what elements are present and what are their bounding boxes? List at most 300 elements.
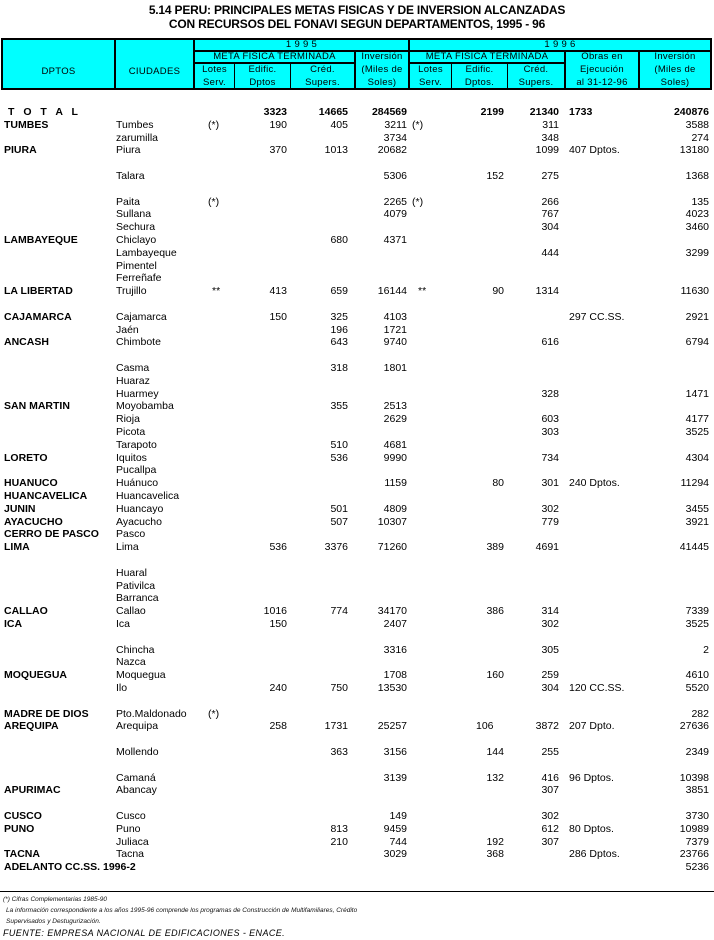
cell-inversion-1995: 5306 (383, 170, 407, 182)
cell-obras-1996: 240 Dptos. (569, 477, 620, 490)
cell-cred-1996: 328 (541, 387, 559, 400)
table-row (0, 452, 714, 465)
cell-inversion-1995: 1801 (383, 362, 407, 374)
table-row (0, 810, 714, 823)
cell-edific-1995: 536 (269, 541, 287, 554)
cell-inversion-1996: 135 (691, 195, 709, 208)
cell-inversion-1996: 4610 (685, 669, 709, 682)
header-lotes-1996 (410, 63, 451, 89)
cell-ciudad: Nazca (116, 656, 146, 669)
cell-cred-1996: 21340 (529, 106, 559, 118)
cell-ciudad: Piura (116, 144, 141, 157)
cell-inversion-1996: 274 (691, 131, 709, 144)
header-text: Dptos. (464, 77, 495, 88)
header-text: Inversión (361, 51, 403, 62)
cell-edific-1996: 132 (486, 771, 504, 784)
table-row (0, 170, 714, 183)
divider (114, 40, 116, 88)
cell-ciudad: Huánuco (116, 477, 159, 490)
table-row (0, 592, 714, 605)
cell-ciudad: Lambayeque (116, 246, 177, 259)
table-row (0, 580, 714, 593)
cell-inversion-1996: 11630 (680, 285, 709, 298)
table-row (0, 375, 714, 388)
cell-ciudad: Picota (116, 426, 146, 438)
cell-inversion-1995: 20682 (377, 144, 407, 157)
cell-dpto: TACNA (4, 848, 40, 861)
cell-obras-1996: 120 CC.SS. (569, 682, 625, 694)
header-text: Créd. (523, 64, 549, 75)
cell-lotes-1995: (*) (208, 118, 220, 131)
cell-inversion-1995: 10307 (377, 515, 407, 528)
cell-inversion-1996: 282 (691, 707, 709, 720)
cell-ciudad: Huaraz (116, 374, 150, 387)
cell-edific-1995: 150 (269, 310, 287, 323)
cell-inversion-1996: 2921 (685, 310, 709, 323)
cell-ciudad: Moyobamba (116, 400, 174, 413)
cell-cred-1996: 3872 (535, 720, 559, 733)
cell-cred-1996: 259 (541, 669, 559, 682)
cell-cred-1995: 643 (330, 336, 348, 349)
cell-cred-1996: 303 (541, 426, 559, 438)
cell-ciudad: Huancayo (116, 502, 164, 515)
cell-dpto: PIURA (4, 144, 37, 157)
table-row (0, 784, 714, 797)
cell-inversion-1996: 27636 (679, 720, 709, 733)
header-text: Soles) (367, 77, 397, 88)
cell-edific-1995: 370 (269, 144, 287, 157)
header-year-1995: 1 9 9 5 (285, 39, 318, 50)
cell-cred-1996: 416 (541, 771, 559, 784)
cell-ciudad: Huaral (116, 566, 147, 579)
header-dptos: DPTOS (41, 66, 76, 77)
cell-ciudad: Casma (116, 362, 150, 374)
cell-edific-1995: 3323 (263, 106, 287, 118)
cell-cred-1995: 355 (330, 400, 348, 413)
cell-inversion-1995: 2407 (383, 618, 407, 630)
cell-cred-1995: 14665 (318, 106, 348, 118)
cell-inversion-1995: 25257 (377, 720, 407, 733)
header-text: (Miles de (361, 64, 403, 75)
cell-cred-1996: 444 (541, 246, 559, 259)
cell-cred-1996: 255 (541, 746, 559, 758)
cell-dpto: PUNO (4, 822, 35, 835)
table-row (0, 605, 714, 618)
cell-inversion-1995: 9459 (383, 822, 407, 835)
cell-inversion-1996: 4023 (685, 208, 709, 221)
cell-obras-1996: 407 Dptos. (569, 144, 620, 157)
cell-inversion-1995: 3316 (383, 643, 407, 656)
cell-inversion-1995: 2265 (383, 195, 407, 208)
header-cred-1995 (291, 63, 354, 89)
cell-obras-1996: 297 CC.SS. (569, 310, 625, 323)
cell-inversion-1996: 3851 (685, 784, 709, 797)
cell-inversion-1995: 4681 (383, 438, 407, 451)
cell-inversion-1995: 2629 (383, 413, 407, 426)
cell-dpto: ADELANTO CC.SS. 1996-2 (4, 861, 136, 874)
cell-lotes-1995: ** (212, 285, 221, 298)
cell-inversion-1995: 9740 (383, 336, 407, 349)
header-text: Créd. (310, 64, 335, 75)
cell-inversion-1996: 10989 (679, 822, 709, 835)
total-row (0, 106, 714, 119)
cell-dpto: LAMBAYEQUE (4, 234, 78, 246)
cell-cred-1996: 1099 (535, 144, 559, 157)
cell-ciudad: Tumbes (116, 118, 154, 131)
cell-ciudad: Cusco (116, 810, 146, 822)
cell-obras-1996: 80 Dptos. (569, 822, 614, 835)
cell-inversion-1996: 3525 (685, 426, 709, 438)
cell-ciudad: Trujillo (116, 285, 147, 298)
cell-cred-1995: 510 (330, 438, 348, 451)
cell-edific-1996: 389 (486, 541, 504, 554)
cell-inversion-1995: 149 (389, 810, 407, 822)
cell-inversion-1995: 1159 (384, 477, 407, 490)
cell-ciudad: Pimentel (116, 259, 157, 272)
cell-cred-1996: 275 (541, 170, 559, 182)
cell-ciudad: Abancay (116, 784, 157, 797)
cell-inversion-1996: 13180 (679, 144, 709, 157)
cell-ciudad: Mollendo (116, 746, 159, 758)
header-text: Dptos (249, 77, 276, 88)
cell-inversion-1995: 4079 (383, 208, 407, 221)
cell-inversion-1995: 3734 (383, 131, 407, 144)
cell-ciudad: Huancavelica (116, 490, 180, 502)
cell-dpto: CUSCO (4, 810, 42, 822)
cell-dpto: APURIMAC (4, 784, 61, 797)
cell-ciudad: Chimbote (116, 336, 161, 349)
header-text: Edific. (248, 64, 277, 75)
cell-cred-1995: 1013 (324, 144, 348, 157)
cell-ciudad: Pasco (116, 528, 146, 541)
cell-inversion-1995: 1721 (383, 323, 407, 336)
table-row (0, 836, 714, 849)
cell-cred-1996: 304 (541, 221, 559, 234)
cell-lotes-1995: (*) (208, 195, 220, 208)
cell-cred-1995: 318 (330, 362, 348, 374)
cell-inversion-1996: 11294 (680, 477, 709, 490)
table-row (0, 656, 714, 669)
table-row (0, 464, 714, 477)
cell-dpto: AYACUCHO (4, 515, 63, 528)
header-meta-1996: META FISICA TERMINADA (425, 51, 549, 62)
header-text: Edific. (465, 64, 494, 75)
table-row (0, 490, 714, 503)
cell-cred-1996: 4691 (535, 541, 559, 554)
cell-cred-1996: 734 (541, 451, 559, 464)
cell-inversion-1996: 2349 (685, 746, 709, 758)
cell-dpto: T O T A L (8, 106, 81, 118)
table-row (0, 336, 714, 349)
cell-ciudad: Tarapoto (116, 438, 157, 451)
table-row (0, 272, 714, 285)
cell-edific-1996: 152 (486, 170, 504, 182)
cell-dpto: MADRE DE DIOS (4, 707, 89, 720)
cell-edific-1996: 386 (486, 605, 504, 618)
cell-inversion-1995: 3211 (384, 118, 407, 131)
cell-cred-1995: 536 (330, 451, 348, 464)
cell-cred-1996: 612 (541, 822, 559, 835)
table-row (0, 400, 714, 413)
cell-ciudad: Chiclayo (116, 234, 157, 246)
cell-ciudad: Camaná (116, 771, 156, 784)
cell-ciudad: Jaén (116, 323, 139, 336)
table-row (0, 132, 714, 145)
table-row (0, 324, 714, 337)
cell-cred-1996: 307 (541, 835, 559, 848)
cell-cred-1995: 325 (330, 310, 348, 323)
cell-cred-1996: 779 (541, 515, 559, 528)
cell-cred-1996: 1314 (535, 285, 559, 298)
cell-edific-1995: 258 (269, 720, 287, 733)
cell-inversion-1996: 3588 (685, 118, 709, 131)
cell-dpto: ANCASH (4, 336, 49, 349)
cell-edific-1995: 1016 (263, 605, 287, 618)
cell-dpto: MOQUEGUA (4, 669, 67, 682)
table-row (0, 362, 714, 375)
cell-inversion-1996: 3455 (685, 502, 709, 515)
cell-ciudad: Talara (116, 170, 145, 182)
cell-cred-1996: 302 (541, 810, 559, 822)
cell-cred-1995: 680 (330, 234, 348, 246)
table-row (0, 119, 714, 132)
table-row (0, 848, 714, 861)
cell-ciudad: Arequipa (116, 720, 159, 733)
cell-dpto: AREQUIPA (4, 720, 59, 733)
table-row (0, 772, 714, 785)
header-text: Soles) (660, 77, 690, 88)
cell-inversion-1995: 4371 (383, 234, 407, 246)
cell-dpto: HUANUCO (4, 477, 58, 490)
cell-inversion-1996: 3921 (685, 515, 709, 528)
cell-ciudad: Tacna (116, 848, 145, 861)
cell-inversion-1996: 5520 (685, 682, 709, 694)
table-row (0, 260, 714, 273)
cell-edific-1995: 150 (269, 618, 287, 630)
cell-inversion-1996: 3525 (685, 618, 709, 630)
cell-dpto: TUMBES (4, 118, 49, 131)
cell-lotes-1996: ** (418, 285, 427, 298)
header-edific-1995 (235, 63, 290, 89)
cell-inversion-1996: 240876 (673, 106, 709, 118)
cell-inversion-1996: 10398 (679, 771, 709, 784)
header-text: Ejecución (580, 64, 624, 75)
cell-inversion-1996: 4177 (685, 413, 709, 426)
footer-divider (0, 891, 714, 892)
cell-edific-1996: 106 (476, 720, 494, 733)
table-header (1, 38, 712, 90)
table-row (0, 221, 714, 234)
cell-inversion-1995: 3139 (383, 771, 407, 784)
cell-inversion-1995: 13530 (377, 682, 407, 694)
cell-inversion-1995: 34170 (377, 605, 407, 618)
cell-edific-1996: 160 (486, 669, 504, 682)
cell-lotes-1996: (*) (412, 195, 424, 208)
table-row (0, 567, 714, 580)
cell-edific-1995: 190 (269, 118, 287, 131)
cell-inversion-1996: 5236 (685, 861, 709, 874)
cell-inversion-1996: 3460 (685, 221, 709, 234)
cell-edific-1995: 240 (269, 682, 287, 694)
header-text: Inversión (654, 51, 696, 62)
table-row (0, 528, 714, 541)
cell-edific-1996: 368 (486, 848, 504, 861)
cell-obras-1996: 286 Dptos. (569, 848, 620, 861)
table-row (0, 311, 714, 324)
cell-ciudad: Lima (116, 541, 139, 554)
cell-dpto: LIMA (4, 541, 30, 554)
report-title-line1: 5.14 PERU: PRINCIPALES METAS FISICAS Y DE INVERSION ALCANZADAS (148, 3, 566, 17)
cell-ciudad: Ilo (116, 682, 128, 694)
header-text: al 31-12-96 (576, 77, 628, 88)
cell-cred-1996: 266 (541, 195, 559, 208)
cell-inversion-1996: 3730 (685, 810, 709, 822)
header-edific-1996 (452, 63, 507, 89)
cell-cred-1995: 750 (330, 682, 348, 694)
cell-cred-1995: 1731 (324, 720, 348, 733)
table-row (0, 644, 714, 657)
cell-ciudad: Sullana (116, 208, 152, 221)
cell-dpto: LA LIBERTAD (4, 285, 73, 298)
cell-cred-1996: 616 (541, 336, 559, 349)
header-text: Supers. (305, 77, 340, 88)
footnote-info-cont: Supervisados y Destugurización. (6, 918, 101, 925)
cell-ciudad: Pto.Maldonado (116, 707, 187, 720)
table-row (0, 144, 714, 157)
cell-inversion-1995: 2513 (383, 400, 407, 413)
cell-ciudad: Chincha (116, 643, 155, 656)
cell-inversion-1995: 284569 (371, 106, 407, 118)
cell-edific-1996: 144 (486, 746, 504, 758)
table-row (0, 439, 714, 452)
cell-cred-1995: 210 (330, 835, 348, 848)
cell-dpto: LORETO (4, 451, 48, 464)
table-row (0, 388, 714, 401)
cell-inversion-1996: 3299 (685, 246, 709, 259)
cell-edific-1996: 80 (492, 477, 504, 490)
cell-lotes-1995: (*) (208, 707, 220, 720)
cell-cred-1996: 302 (541, 502, 559, 515)
header-meta-1995: META FISICA TERMINADA (213, 51, 336, 62)
cell-ciudad: zarumilla (116, 131, 159, 144)
cell-inversion-1995: 744 (389, 835, 407, 848)
cell-ciudad: Cajamarca (116, 310, 167, 323)
table-row (0, 516, 714, 529)
cell-cred-1996: 307 (541, 784, 559, 797)
header-text: Serv. (203, 77, 226, 88)
cell-inversion-1996: 6794 (685, 336, 709, 349)
cell-dpto: CAJAMARCA (4, 310, 72, 323)
cell-dpto: HUANCAVELICA (4, 490, 88, 502)
header-inversion-1995 (356, 50, 408, 89)
cell-ciudad: Pucallpa (116, 464, 157, 477)
header-text: (Miles de (654, 64, 696, 75)
table-row (0, 234, 714, 247)
cell-ciudad: Huarmey (116, 387, 159, 400)
header-text: Lotes (202, 64, 227, 75)
cell-inversion-1996: 2 (703, 643, 709, 656)
table-row (0, 208, 714, 221)
cell-ciudad: Rioja (116, 413, 140, 426)
cell-ciudad: Pativilca (116, 579, 156, 592)
cell-inversion-1995: 4103 (383, 310, 407, 323)
footnote-asterisk: (*) Cifras Complementarias 1985-90 (3, 896, 108, 903)
table-row (0, 708, 714, 721)
cell-edific-1996: 2199 (480, 106, 504, 118)
header-inversion-1996 (640, 50, 710, 89)
cell-ciudad: Ayacucho (116, 515, 162, 528)
report-title-line2: CON RECURSOS DEL FONAVI SEGUN DEPARTAMENTOS, 1995 - 96 (168, 17, 546, 31)
cell-ciudad: Juliaca (116, 835, 149, 848)
header-text: Serv. (419, 77, 442, 88)
cell-cred-1996: 311 (542, 118, 559, 131)
cell-inversion-1996: 7379 (685, 835, 709, 848)
cell-dpto: CERRO DE PASCO (4, 528, 99, 541)
cell-ciudad: Callao (116, 605, 146, 618)
cell-obras-1996: 207 Dpto. (569, 720, 615, 733)
cell-lotes-1996: (*) (412, 118, 424, 131)
table-row (0, 285, 714, 298)
cell-cred-1996: 302 (541, 618, 559, 630)
table-row (0, 426, 714, 439)
cell-cred-1995: 659 (330, 285, 348, 298)
cell-inversion-1995: 16144 (377, 285, 407, 298)
cell-inversion-1996: 1368 (685, 170, 709, 182)
cell-cred-1996: 348 (541, 131, 559, 144)
header-lotes-1995 (195, 63, 234, 89)
cell-ciudad: Ica (116, 618, 131, 630)
table-row (0, 682, 714, 695)
header-text: Obras en (581, 51, 623, 62)
cell-edific-1996: 90 (492, 285, 504, 298)
cell-cred-1995: 196 (330, 323, 348, 336)
table-row (0, 477, 714, 490)
cell-inversion-1995: 3156 (383, 746, 407, 758)
cell-inversion-1996: 7339 (685, 605, 709, 618)
cell-cred-1995: 3376 (324, 541, 348, 554)
table-row (0, 823, 714, 836)
cell-cred-1996: 603 (541, 413, 559, 426)
cell-ciudad: Ferreñafe (116, 272, 162, 285)
header-text: Supers. (518, 77, 554, 88)
cell-dpto: ICA (4, 618, 23, 630)
cell-ciudad: Sechura (116, 221, 156, 234)
cell-ciudad: Puno (116, 822, 141, 835)
table-row (0, 618, 714, 631)
cell-inversion-1996: 4304 (685, 451, 709, 464)
cell-ciudad: Iquitos (116, 451, 147, 464)
cell-ciudad: Barranca (116, 592, 159, 605)
cell-edific-1996: 192 (486, 835, 504, 848)
cell-inversion-1996: 41445 (679, 541, 709, 554)
table-row (0, 861, 714, 874)
cell-cred-1995: 501 (330, 502, 348, 515)
cell-cred-1996: 304 (541, 682, 559, 694)
cell-cred-1995: 405 (330, 118, 348, 131)
cell-inversion-1995: 9990 (383, 451, 407, 464)
cell-ciudad: Moquegua (116, 669, 166, 682)
cell-cred-1996: 305 (541, 643, 559, 656)
cell-obras-1996: 96 Dptos. (569, 771, 614, 784)
cell-dpto: SAN MARTIN (4, 400, 70, 413)
cell-cred-1996: 314 (541, 605, 559, 618)
header-obras-1996 (566, 50, 638, 89)
table-row (0, 503, 714, 516)
cell-dpto: JUNIN (4, 502, 36, 515)
cell-cred-1995: 507 (330, 515, 348, 528)
cell-cred-1996: 301 (541, 477, 559, 490)
cell-inversion-1996: 1471 (685, 387, 709, 400)
